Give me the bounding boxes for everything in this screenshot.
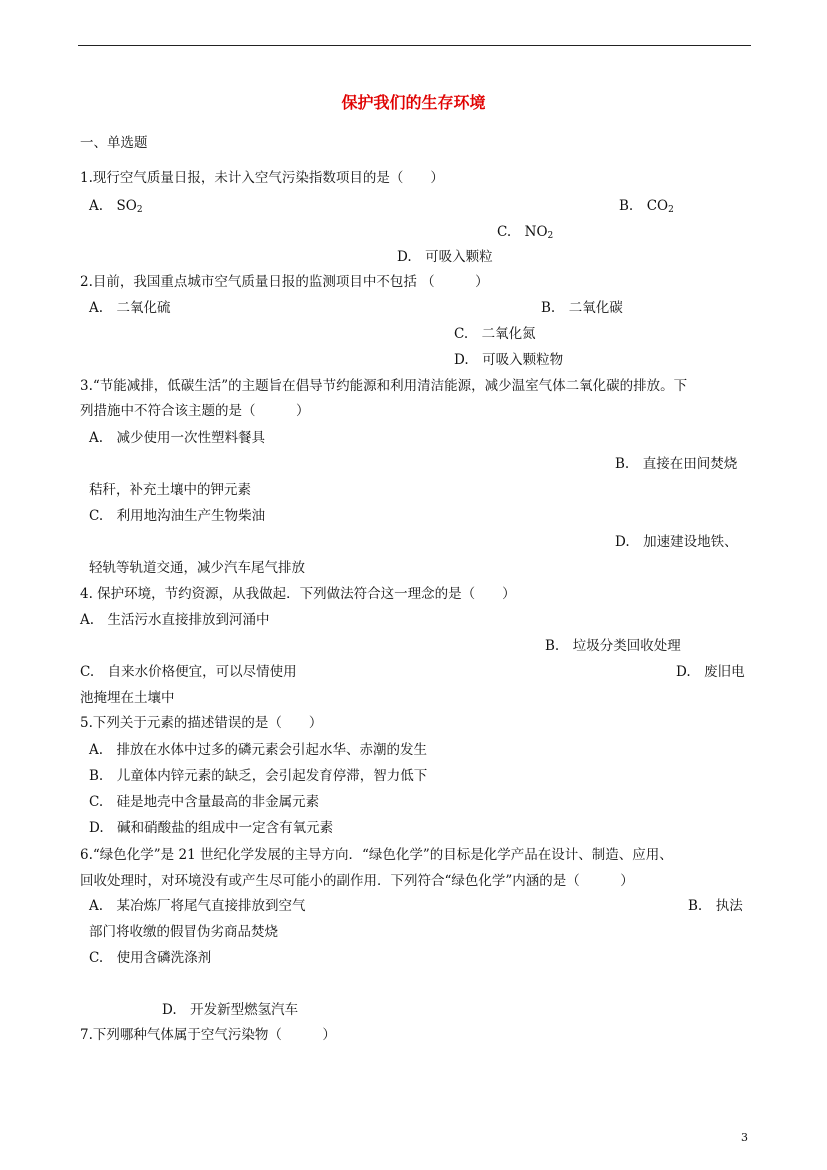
- question-4-option-b: B. 垃圾分类回收处理: [545, 638, 681, 654]
- section-heading: 一、单选题: [80, 135, 148, 151]
- question-3-option-a: A. 减少使用一次性塑料餐具: [89, 430, 266, 446]
- question-6-stem-line-1: 6.“绿色化学”是 21 世纪化学发展的主导方向．“绿色化学”的目标是化学产品在设计、制造、应用、: [80, 847, 673, 863]
- question-5-option-d: D. 碱和硝酸盐的组成中一定含有氧元素: [89, 820, 334, 836]
- question-5-option-b: B. 儿童体内锌元素的缺乏，会引起发育停滞，智力低下: [89, 768, 428, 784]
- question-4-option-d-line-2: 池掩埋在土壤中: [80, 690, 175, 706]
- question-4-option-d-line-1: D. 废旧电: [676, 664, 745, 680]
- question-7-stem: 7.下列哪种气体属于空气污染物（ ）: [80, 1027, 336, 1043]
- question-4-stem: 4. 保护环境，节约资源，从我做起．下列做法符合这一理念的是（ ）: [80, 586, 516, 602]
- question-3-option-b-line-2: 秸秆，补充土壤中的钾元素: [89, 482, 251, 498]
- question-2-stem: 2.目前，我国重点城市空气质量日报的监测项目中不包括 （ ）: [80, 274, 489, 290]
- question-6-option-b-line-2: 部门将收缴的假冒伪劣商品焚烧: [89, 924, 278, 940]
- question-5-stem: 5.下列关于元素的描述错误的是（ ）: [80, 715, 323, 731]
- question-3-option-d-line-1: D. 加速建设地铁、: [615, 534, 738, 550]
- question-6-option-a: A. 某冶炼厂将尾气直接排放到空气: [89, 898, 306, 914]
- question-6-option-b-line-1: B. 执法: [688, 898, 743, 914]
- question-2-option-d: D. 可吸入颗粒物: [454, 352, 564, 368]
- question-2-option-b: B. 二氧化碳: [541, 300, 623, 316]
- question-5-option-c: C. 硅是地壳中含量最高的非金属元素: [89, 794, 320, 810]
- question-1-option-c: C. $NO_2$: [497, 224, 554, 241]
- header-rule: [78, 45, 751, 46]
- document-title: 保护我们的生存环境: [341, 93, 486, 112]
- question-1-option-a: A. $SO_2$: [89, 198, 143, 215]
- question-4-option-c: C. 自来水价格便宜，可以尽情使用: [80, 664, 297, 680]
- question-3-option-d-line-2: 轻轨等轨道交通，减少汽车尾气排放: [89, 560, 305, 576]
- page-number: 3: [741, 1131, 748, 1144]
- question-2-option-c: C. 二氧化氮: [454, 326, 536, 342]
- question-6-option-c: C. 使用含磷洗涤剂: [89, 950, 212, 966]
- question-3-stem-line-2: 列措施中不符合该主题的是（ ）: [80, 403, 310, 419]
- question-3-option-c: C. 利用地沟油生产生物柴油: [89, 508, 266, 524]
- question-4-option-a: A. 生活污水直接排放到河涌中: [80, 612, 270, 628]
- question-3-option-b-line-1: B. 直接在田间焚烧: [615, 456, 738, 472]
- question-6-stem-line-2: 回收处理时，对环境没有或产生尽可能小的副作用．下列符合“绿色化学”内涵的是（ ）: [80, 873, 634, 889]
- question-1-option-d: D. 可吸入颗粒: [397, 249, 493, 265]
- question-5-option-a: A. 排放在水体中过多的磷元素会引起水华、赤潮的发生: [89, 742, 428, 758]
- question-1-option-b: B. $CO_2$: [619, 198, 674, 215]
- question-2-option-a: A. 二氧化硫: [89, 300, 171, 316]
- question-6-option-d: D. 开发新型燃氢汽车: [162, 1002, 299, 1018]
- question-3-stem-line-1: 3.“节能减排，低碳生活”的主题旨在倡导节约能源和利用清洁能源，减少温室气体二氧化碳的排放。下: [80, 378, 688, 394]
- question-1-stem: 1.现行空气质量日报，未计入空气污染指数项目的是（ ）: [80, 170, 444, 186]
